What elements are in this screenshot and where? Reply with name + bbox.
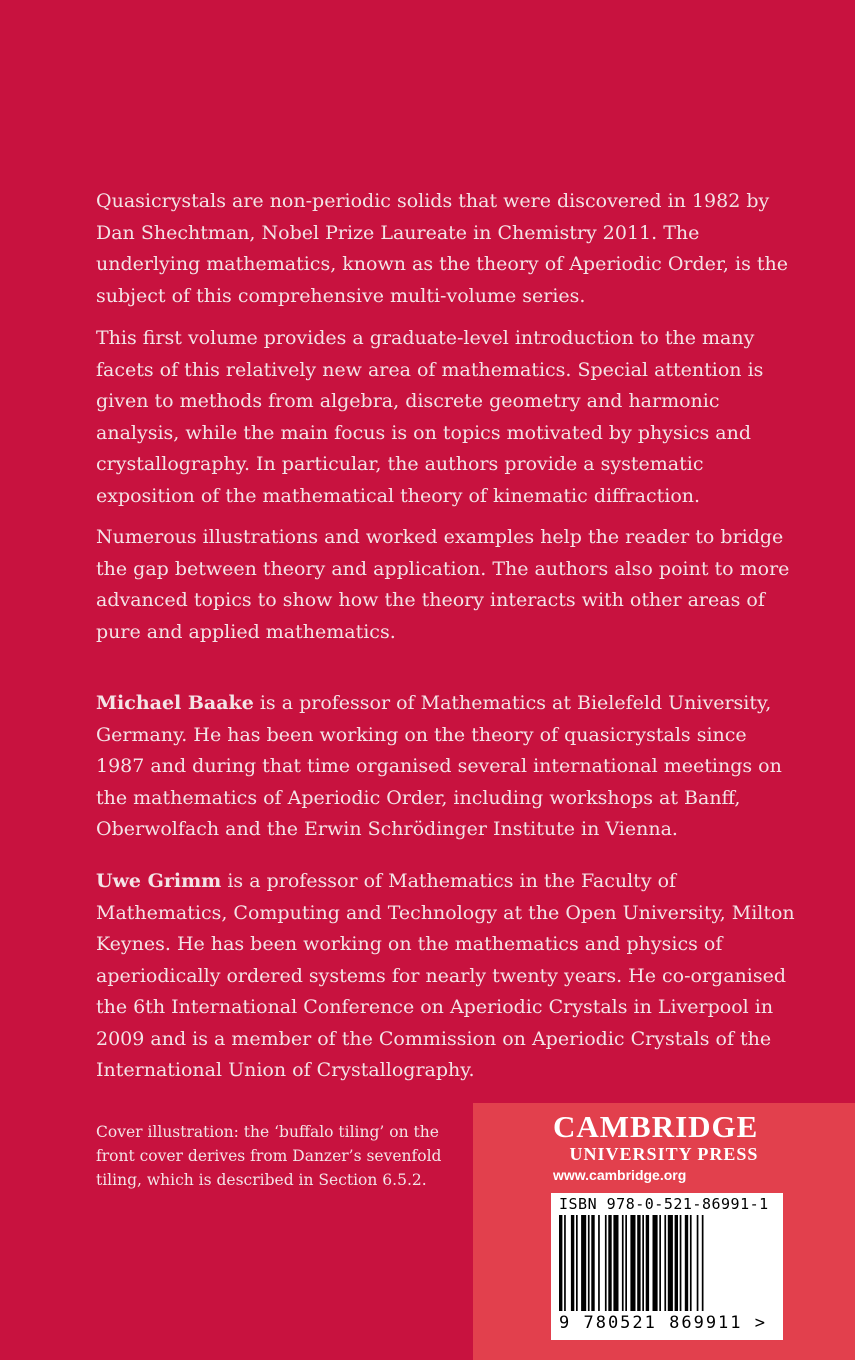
author-bio-baake [96,688,796,846]
barcode-number: 9 780521 869911 > [559,1313,767,1333]
description-paragraph-2: This first volume provides a graduate-level introduction to the many facets of this relatively new area of mathematics. Special attention is given to methods from algebra, discrete geometry and harmonic analysis, while the main focus is on topics motivated by physics and crystallography. In particular, the authors provide a systematic exposition of the mathematical theory of kinematic diffraction. [96,327,764,507]
author-name: Michael Baake [96,692,254,714]
author-bio-text: is a professor of Mathematics at Bielefeld University, Germany. He has been working on the theory of quasicrystals since 1987 and during that time organised several international meetings on the mathematics of Aperiodic Order, including workshops at Banff, Oberwolfach and the Erwin Schrödinger Institute in Vienna. [96,692,782,840]
barcode-bars-icon [559,1215,775,1311]
publisher-panel [473,1103,855,1360]
isbn-label: ISBN 978-0-521-86991-1 [559,1195,769,1213]
barcode [551,1193,783,1340]
publisher-logo-subtitle: UNIVERSITY PRESS [569,1144,759,1164]
author-bio-text: is a professor of Mathematics in the Faculty of Mathematics, Computing and Technology at the Open University, Milton Keynes. He has been working on the mathematics and physics of aperiodically ordered systems for nearly twenty years. He co-organised the 6th International Conference on Aperiodic Crystals in Liverpool in 2009 and is a member of the Commission on Aperiodic Crystals of the International Union of Crystallography. [96,870,795,1081]
description-paragraph-1: Quasicrystals are non-periodic solids that were discovered in 1982 by Dan Shechtman, Nobel Prize Laureate in Chemistry 2011. The underlying mathematics, known as the theory of Aperiodic Order, is the subject of this comprehensive multi-volume series. [96,190,788,307]
description-paragraph-3: Numerous illustrations and worked examples help the reader to bridge the gap between theory and application. The authors also point to more advanced topics to show how the theory interacts with other areas of pure and applied mathematics. [96,526,790,643]
publisher-website: www.cambridge.org [553,1167,687,1183]
author-name: Uwe Grimm [96,870,222,892]
author-bio-grimm [96,866,796,1087]
cover-caption: Cover illustration: the ‘buffalo tiling’ on the front cover derives from Danzer’s sevenfold tiling, which is described in Section 6.5.2. [96,1123,442,1189]
publisher-logo: CAMBRIDGE [553,1109,759,1144]
